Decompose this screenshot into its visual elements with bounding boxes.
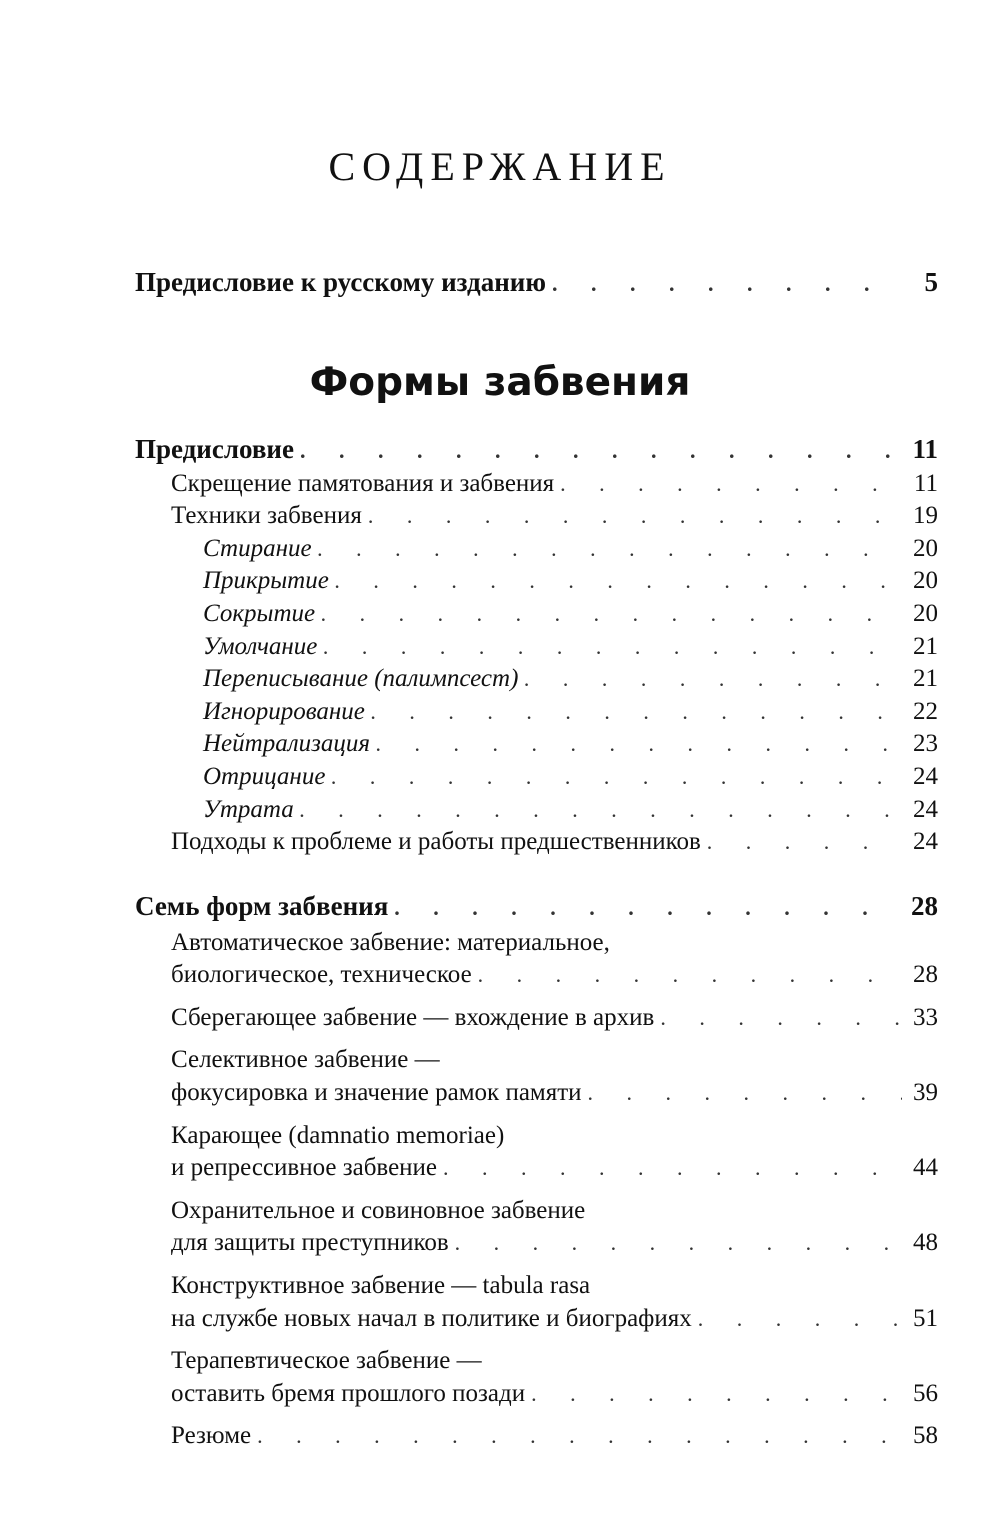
dot-leader [478,959,902,992]
toc-page-number: 51 [913,1304,938,1332]
dot-leader [707,826,902,859]
dot-leader [524,663,902,696]
dot-leader [368,500,902,533]
dot-leader [371,696,902,729]
toc-page-number: 48 [913,1229,938,1257]
toc-entry[interactable] [135,468,938,501]
toc-entry-title-line2: и репрессивное забвение [171,1154,438,1182]
toc-entry-title: Семь форм забвения [135,891,389,921]
dot-leader [455,1227,902,1260]
toc-page-number: 22 [913,697,938,725]
toc-page-number: 23 [913,730,938,758]
page-title: СОДЕРЖАНИЕ [328,143,672,189]
toc-entry[interactable] [135,1120,938,1185]
dot-leader [698,1303,902,1336]
toc-entry-title: Сберегающее забвение — вхождение в архив [171,1003,655,1031]
toc-entry-title: Отрицание [203,762,326,790]
toc-entry-title-line2: на службе новых начал в политике и биографиях [171,1304,692,1332]
toc-page-number: 11 [912,434,938,464]
toc-entry[interactable] [135,826,938,859]
toc-entry[interactable] [135,1270,938,1335]
dot-leader [531,1378,902,1411]
dot-leader [560,468,902,501]
toc-entry-title: Нейтрализация [203,730,370,758]
toc-subentry[interactable] [135,696,938,729]
toc-subentry[interactable] [135,631,938,664]
dot-leader [318,533,902,566]
dot-leader [300,435,902,468]
toc-entry-title: Утрата [203,795,294,823]
toc-entry-title-line1: Конструктивное забвение — tabula rasa [171,1271,591,1299]
toc-page-number: 20 [913,567,938,595]
toc-entry[interactable] [135,1345,938,1410]
toc-page-number: 24 [913,828,938,856]
toc-page-number: 28 [911,891,938,921]
toc-group-seven-forms [135,890,938,1453]
toc-entry[interactable] [135,1195,938,1260]
toc-page-number: 24 [913,795,938,823]
toc-entry[interactable] [135,1420,938,1453]
toc-entry-title-line2: фокусировка и значение рамок памяти [171,1078,582,1106]
toc-page-number: 28 [913,961,938,989]
toc-entry-title: Сокрытие [203,599,316,627]
dot-leader [321,598,902,631]
toc-entry-title-line1: Карающее (damnatio memoriae) [171,1121,505,1149]
toc-entry[interactable] [135,1044,938,1109]
toc-page-number: 20 [913,599,938,627]
dot-leader [300,794,902,827]
toc-group-preface [135,433,938,859]
toc-entry[interactable] [135,1002,938,1035]
dot-leader [257,1420,902,1453]
toc-entry[interactable] [135,500,938,533]
dot-leader [335,565,902,598]
toc-entry-title: Игнорирование [203,697,365,725]
toc-page-number: 24 [913,762,938,790]
dot-leader [331,761,902,794]
toc-subentry[interactable] [135,598,938,631]
toc-entry[interactable] [135,927,938,992]
toc-subentry[interactable] [135,565,938,598]
toc-entry-title: Техники забвения [171,502,362,530]
toc-entry[interactable] [135,433,938,468]
dot-leader [323,631,902,664]
toc-subentry[interactable] [135,794,938,827]
toc-entry-title: Умолчание [203,632,318,660]
toc-entry-title: Резюме [171,1422,252,1450]
toc-page-number: 21 [913,665,938,693]
dot-leader [376,728,902,761]
toc-entry-title: Прикрытие [203,567,329,595]
toc-entry-title: Переписывание (палимпсест) [203,665,519,693]
toc-entry-title: Подходы к проблеме и работы предшественников [171,828,701,856]
toc-page-number: 20 [913,534,938,562]
dot-leader [588,1077,902,1110]
dot-leader [394,892,902,925]
toc-entry[interactable] [135,890,938,925]
toc-entry-title-line2: биологическое, техническое [171,961,472,989]
toc-entry-title: Предисловие к русскому изданию [135,267,546,297]
toc-entry-title: Предисловие [135,434,294,464]
toc-preface-ru[interactable] [135,266,938,301]
toc-page-number: 39 [913,1078,938,1106]
toc-subentry[interactable] [135,728,938,761]
toc-page-number: 5 [924,267,938,297]
toc-entry-title-line2: оставить бремя прошлого позади [171,1379,526,1407]
toc-page-number: 11 [913,469,938,497]
toc-entry-title: Стирание [203,534,312,562]
toc-page-number: 33 [913,1003,938,1031]
toc-entry-title-line2: для защиты преступников [171,1229,449,1257]
toc-entry-title-line1: Охранительное и совиновное забвение [171,1196,586,1224]
toc-entry-title-line1: Селективное забвение — [171,1046,440,1074]
toc-page-number: 44 [913,1154,938,1182]
toc-subentry[interactable] [135,663,938,696]
toc-subentry[interactable] [135,761,938,794]
toc-page-number: 56 [913,1379,938,1407]
toc-entry-title-line1: Автоматическое забвение: материальное, [171,928,610,956]
toc-entry-title: Скрещение памятования и забвения [171,469,555,497]
dot-leader [552,268,902,301]
toc-page-number: 19 [913,502,938,530]
toc-page-number: 21 [913,632,938,660]
dot-leader [660,1002,902,1035]
toc-page-number: 58 [913,1422,938,1450]
section-title: Формы забвения [309,360,691,405]
toc-subentry[interactable] [135,533,938,566]
dot-leader [443,1152,902,1185]
toc-entry-title-line1: Терапевтическое забвение — [171,1347,482,1375]
